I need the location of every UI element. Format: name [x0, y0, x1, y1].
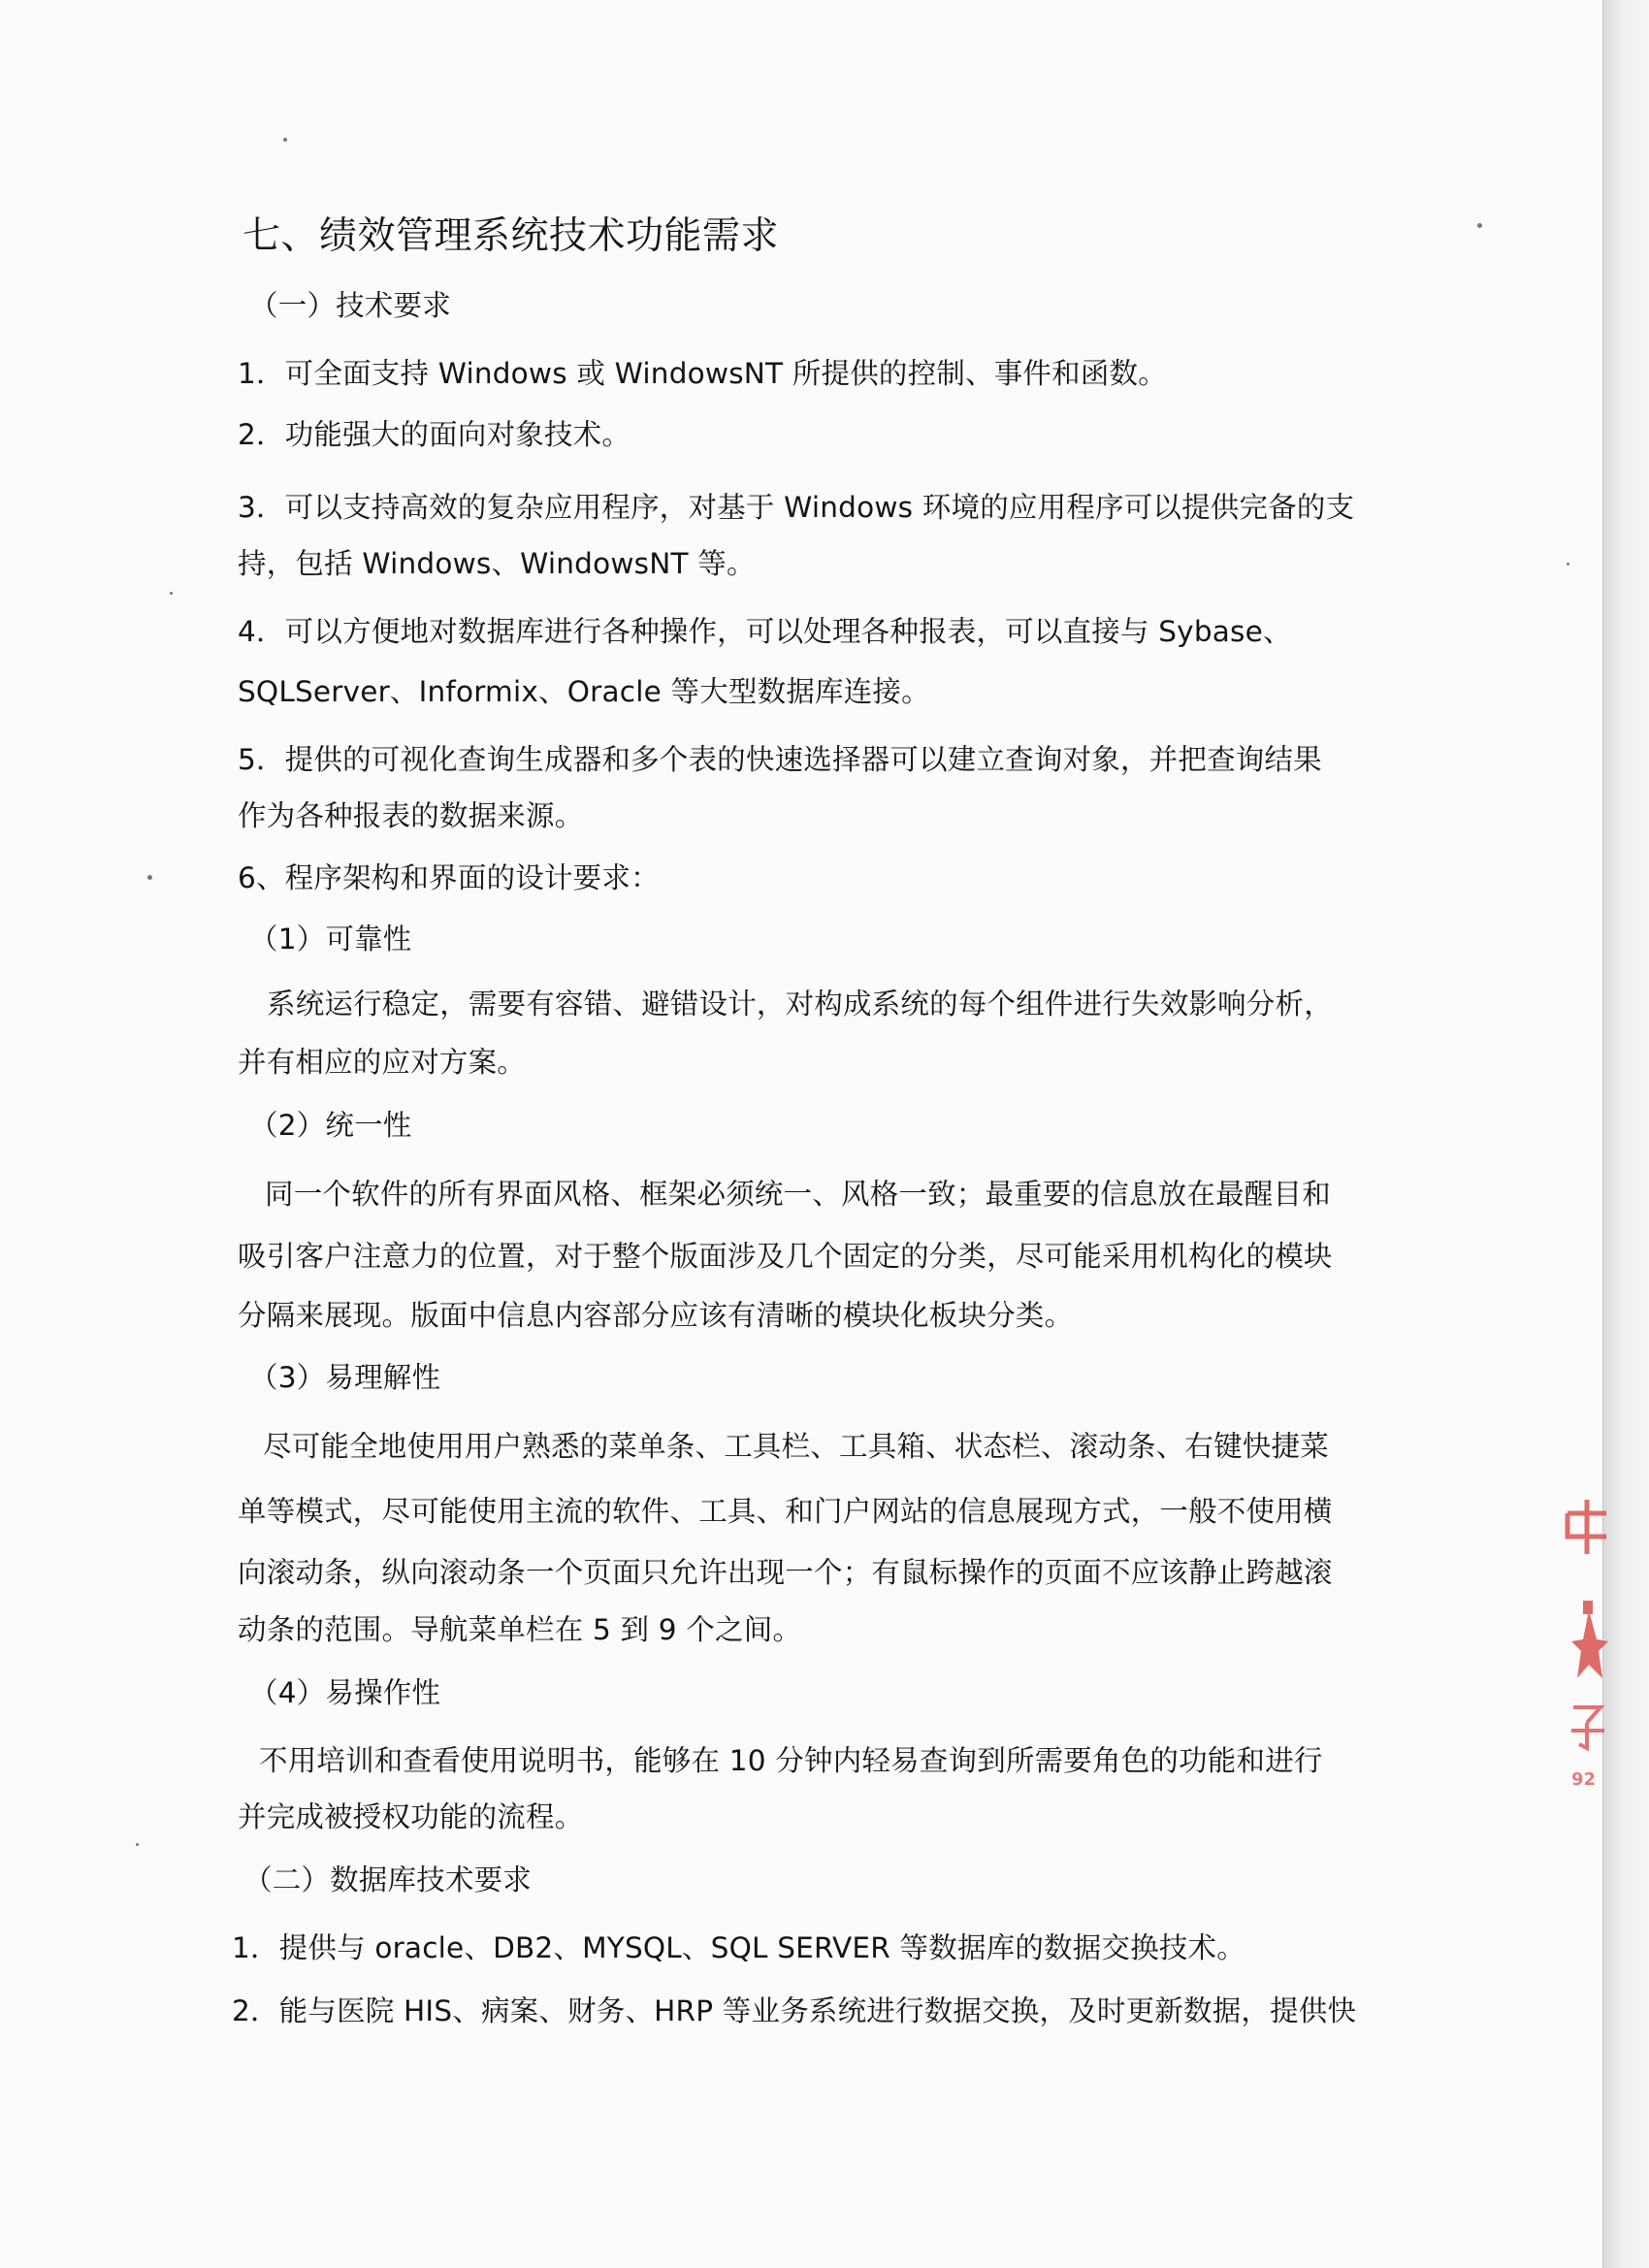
- red-stamp-fragment: [1550, 1494, 1608, 1804]
- body-line: 3．可以支持高效的复杂应用程序，对基于 Windows 环境的应用程序可以提供完备的支: [238, 491, 1355, 524]
- scan-speck: [1477, 223, 1482, 228]
- subsection-heading: （3）易理解性: [249, 1361, 441, 1394]
- scan-speck: [136, 1843, 139, 1846]
- subsection-heading: （4）易操作性: [249, 1676, 441, 1709]
- body-line: 4．可以方便地对数据库进行各种操作，可以处理各种报表，可以直接与 Sybase、: [238, 615, 1292, 648]
- subsection-heading: （二）数据库技术要求: [243, 1863, 533, 1896]
- body-line: 2．能与医院 HIS、病案、财务、HRP 等业务系统进行数据交换，及时更新数据，提供快: [232, 1994, 1357, 2027]
- body-line: 分隔来展现。版面中信息内容部分应该有清晰的模块化板块分类。: [238, 1299, 1074, 1332]
- body-line: 不用培训和查看使用说明书，能够在 10 分钟内轻易查询到所需要角色的功能和进行: [259, 1744, 1323, 1777]
- body-line: 并有相应的应对方案。: [238, 1046, 527, 1079]
- body-line: 向滚动条，纵向滚动条一个页面只允许出现一个；有鼠标操作的页面不应该静止跨越滚: [238, 1556, 1333, 1589]
- body-line: 2．功能强大的面向对象技术。: [238, 418, 631, 451]
- body-line: 动条的范围。导航菜单栏在 5 到 9 个之间。: [238, 1613, 802, 1646]
- body-line: SQLServer、Informix、Oracle 等大型数据库连接。: [238, 675, 930, 708]
- body-line: 单等模式，尽可能使用主流的软件、工具、和门户网站的信息展现方式，一般不使用横: [238, 1495, 1333, 1528]
- subsection-heading: （一）技术要求: [249, 289, 451, 322]
- svg-text:92: 92: [1571, 1769, 1597, 1790]
- subsection-heading: （1）可靠性: [249, 923, 412, 956]
- body-line: 1．提供与 oracle、DB2、MYSQL、SQL SERVER 等数据库的数据交换技术。: [232, 1931, 1245, 1964]
- body-line: 系统运行稳定，需要有容错、避错设计，对构成系统的每个组件进行失效影响分析，: [267, 988, 1333, 1021]
- subsection-heading: （2）统一性: [249, 1109, 412, 1142]
- scan-speck: [283, 138, 287, 142]
- body-line: 5．提供的可视化查询生成器和多个表的快速选择器可以建立查询对象，并把查询结果: [238, 743, 1322, 776]
- body-line: 并完成被授权功能的流程。: [238, 1800, 584, 1833]
- scan-speck: [1567, 563, 1569, 566]
- body-line: 吸引客户注意力的位置，对于整个版面涉及几个固定的分类，尽可能采用机构化的模块: [238, 1240, 1333, 1273]
- body-line: 尽可能全地使用用户熟悉的菜单条、工具栏、工具箱、状态栏、滚动条、右键快捷菜: [263, 1430, 1329, 1463]
- section-title: 七、绩效管理系统技术功能需求: [242, 214, 780, 258]
- body-line: 持，包括 Windows、WindowsNT 等。: [238, 547, 756, 580]
- scan-speck: [170, 592, 173, 595]
- scan-speck: [147, 875, 152, 880]
- body-line: 6、程序架构和界面的设计要求：: [238, 861, 660, 894]
- body-line: 作为各种报表的数据来源。: [238, 799, 584, 832]
- paper-edge: [1602, 0, 1649, 2268]
- body-line: 同一个软件的所有界面风格、框架必须统一、风格一致；最重要的信息放在最醒目和: [265, 1178, 1331, 1211]
- body-line: 1．可全面支持 Windows 或 WindowsNT 所提供的控制、事件和函数。: [238, 357, 1167, 390]
